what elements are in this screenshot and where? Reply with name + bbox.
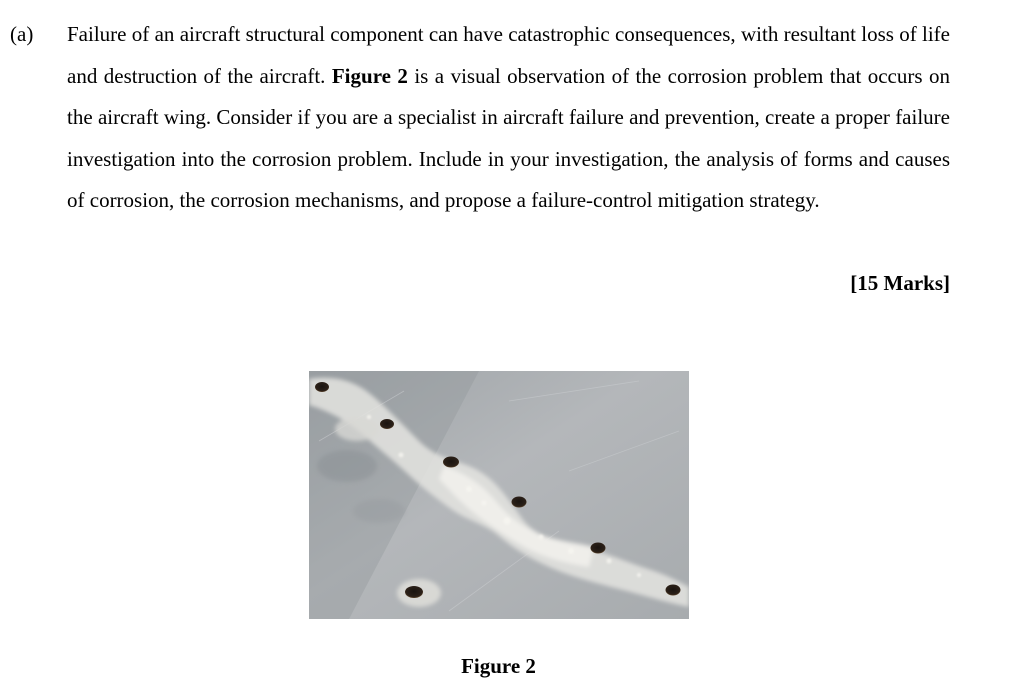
corrosion-photo-image [309,371,689,619]
marks-label: [15 Marks] [850,271,950,295]
question-text [67,14,950,222]
question-text-part2: is a visual observation of the corrosion problem that occurs on the aircraft wing. Consider if you are a specialist in aircraft failure and prevention, create a proper failure investigation into the corrosion problem. Include in your investigation, the analysis of forms and causes of corrosion, the corrosion mechanisms, and propose a failure-control mitigation strategy. [67,63,950,213]
question-text-part1: Failure of an aircraft structural component can have catastrophic consequences, with resultant loss of life and destruction of the aircraft. [67,22,950,88]
question-label: (a) [10,22,34,46]
figure-reference: Figure 2 [331,63,408,88]
figure-caption: Figure 2 [461,654,536,678]
corrosion-photo [309,371,689,619]
